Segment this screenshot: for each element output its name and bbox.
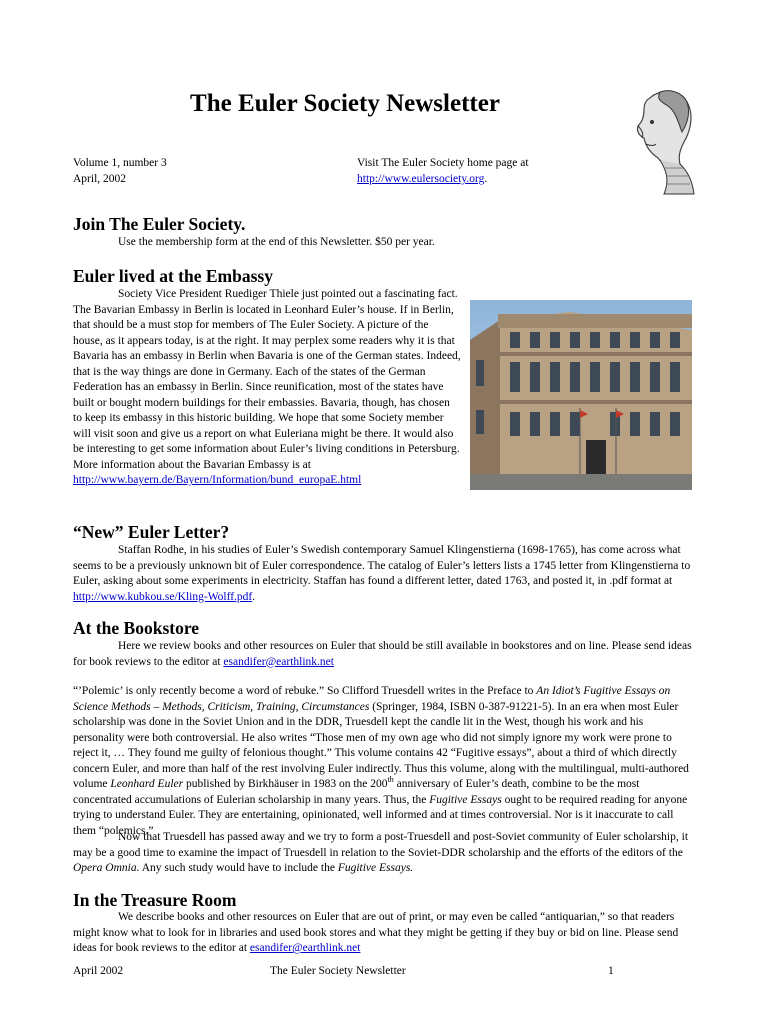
treasure-text [73,910,693,957]
truesdell-followup [73,830,693,877]
followup-part-2: Any such study would have to include the [139,862,338,874]
homepage-link[interactable]: http://www.eulersociety.org [357,173,485,185]
page-number: 1 [608,965,614,977]
truesdell-review [73,684,693,839]
treasure-email-link[interactable]: esandifer@earthlink.net [249,942,361,954]
review-part-2: (Springer, 1984, ISBN 0-387-91221-5). In an era when most Euler scholarship was done in the Soviet Union and in the DDR, Truesdell kept the candle lit in the West, though his work and his personality were both controversial. He also writes “Those men of my own age who did not simply ignore my work were prone to reject it, … They found me guilty of felonious thought.” This volume contains 42 “Fugitive essays”, about a third of which directly concern Euler, and more than half of the rest involving Euler indirectly. Thus this volume, along with the multilingual, multi-authored volume [73,700,689,790]
review-part-3: published by Birkhäuser in 1983 on the 200 [183,778,388,790]
embassy-text [73,287,461,489]
homepage-link-suffix: . [484,173,488,185]
newsletter-title: The Euler Society Newsletter [190,90,500,117]
join-heading: Join The Euler Society. [73,214,246,234]
bookstore-email-link[interactable]: esandifer@earthlink.net [223,655,334,668]
bookstore-intro-text: Here we review books and other resources on Euler that should be still available in bookstores and on line. Please send ideas for book reviews to the editor at [73,640,692,668]
euler-portrait [620,86,700,198]
embassy-body: Society Vice President Ruediger Thiele just pointed out a fascinating fact. The Bavarian Embassy in Berlin is located in Leonhard Euler’s house. If in Berlin, that should be a must stop for members of The Euler Society. A picture of the house, as it appears today, is at the right. It may perplex some readers why it is that Bavaria has an embassy in Berlin when Bavaria is one of the German states. Indeed, that is the way things are done in Germany. Each of the states of the German Federation has an embassy in Berlin. Since reunification, most of the states have built or bought modern buildings for their embassies. Bavaria, though, has chosen to keep its embassy in this historic building. We hope that some Society member will visit soon and give us a report on what Euleriana might be there. It would also be interesting to get some information about Euler’s living conditions in Petersburg. More information about the Bavarian Embassy is at [73,288,461,471]
letter-body: Staffan Rodhe, in his studies of Euler’s Swedish contemporary Samuel Klingenstierna (1698-1765), has come across what seems to be a previously unknown bit of Euler correspondence. The catalog of Euler’s letters lists a 1745 letter from Klingenstierna to Euler, asking about some experiments in electricity. Staffan has found a different letter, dated 1763, and posted it, in .pdf format at [73,544,691,587]
review-part-1: “’Polemic’ is only recently become a word of rebuke.” So Clifford Truesdell writes in the Preface to [73,685,537,697]
treasure-heading: In the Treasure Room [73,890,237,910]
bayern-link[interactable]: http://www.bayern.de/Bayern/Information/bund_europaE.html [73,474,362,486]
volume-number: Volume 1, number 3 [73,157,167,169]
bookstore-intro [73,639,693,670]
letter-text [73,543,693,605]
letter-url-suffix: . [252,590,256,603]
followup-fugitive-essays: Fugitive Essays. [337,862,414,874]
join-text: Use the membership form at the end of this Newsletter. $50 per year. [118,236,435,248]
review-book-title: An Idiot’s Fugitive Essays on Science Methods – Methods, Criticism, Training, Circumstances [73,685,671,713]
visit-text: Visit The Euler Society home page at [357,157,529,169]
issue-date: April, 2002 [73,173,127,185]
bookstore-heading: At the Bookstore [73,618,200,638]
footer-title: The Euler Society Newsletter [270,965,406,977]
issue-info [73,155,167,187]
review-part-4: anniversary of Euler’s death, combine to be the most concentrated accumulations of Eulerian scholarship in many years. Thus, the [73,778,640,806]
embassy-photo [470,300,692,490]
treasure-body: We describe books and other resources on Euler that are out of print, or may even be called “antiquarian,” so that readers might know what to look for in libraries and used book stores and what they might be getting if they buy or bid on line. Please send ideas for book reviews to the editor at [73,911,679,954]
footer-date: April 2002 [73,965,124,977]
review-volume-title: Leonhard Euler [110,778,184,790]
kling-wolff-link[interactable]: http://www.kubkou.se/Kling-Wolff.pdf [73,590,253,603]
followup-opera-omnia: Opera Omnia. [73,862,140,874]
followup-part-1: Now that Truesdell has passed away and we try to form a post-Truesdell and post-Soviet community of Euler scholarship, it may be a good time to examine the impact of Truesdell in relation to the Soviet-DDR scholarship and the efforts of the editors of the [73,831,689,859]
review-part-5: ought to be required reading for anyone trying to understand Euler. They are entertaining, opinionated, well informed and at times controversial. Nor is it inaccurate to call them “polemics.” [73,793,688,837]
homepage-info [357,155,529,187]
review-superscript: th [387,775,394,785]
embassy-heading: Euler lived at the Embassy [73,266,273,286]
review-fugitive-essays: Fugitive Essays [429,793,502,806]
letter-heading: “New” Euler Letter? [73,522,230,542]
